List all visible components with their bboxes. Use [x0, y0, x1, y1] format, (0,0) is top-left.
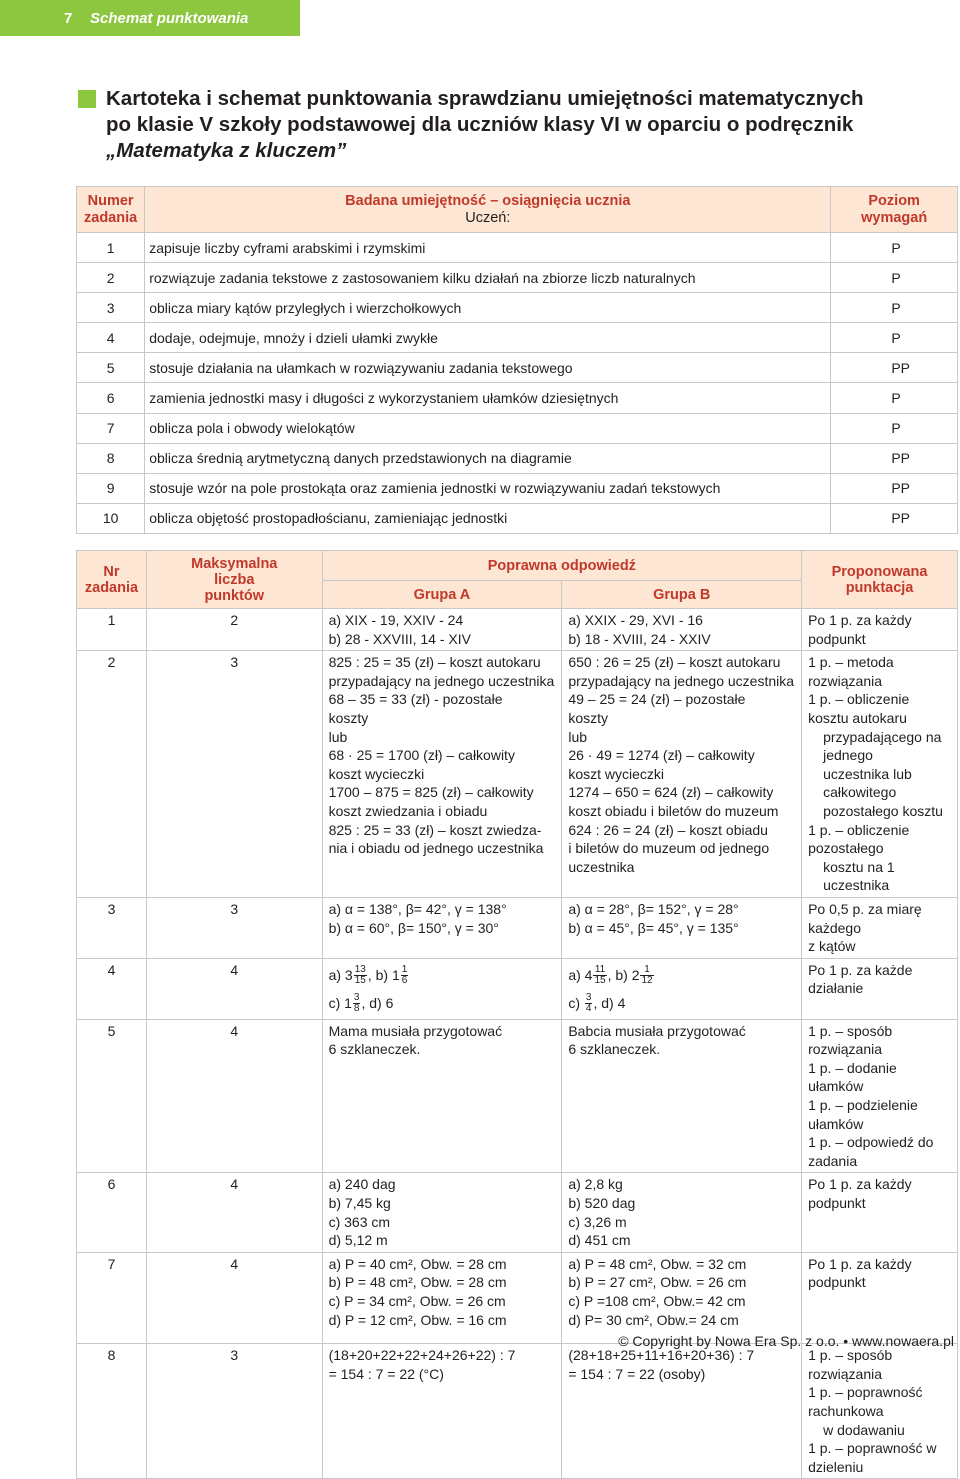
- table-row: 8 3 (18+20+22+22+24+26+22) : 7 = 154 : 7 = 22 (°C) (28+18+25+11+16+20+36) : 7 = 154 : 7 = 22 (osoby) 1 p. – sposób rozwiązania 1 p. – poprawność rachunkowa w dodawaniu 1 p. – poprawność w dzieleniu: [77, 1344, 958, 1479]
- table-row: 2 3 825 : 25 = 35 (zł) – koszt autokaru przypadający na jednego uczestnika 68 – 35 = 33 (zł) - pozostałe koszty lub 68 · 25 = 1700 (zł) – całkowity koszt wycieczki 1700 – 875 = 825 (zł) – całkowity koszt zwiedzania i obiadu 825 : 25 = 33 (zł) – koszt zwiedza- nia i obiadu od jednego uczestnika 650 : 26 = 25 (zł) – koszt autokaru przypadający na jednego uczestnika 49 – 25 = 24 (zł) – pozostałe koszty lub 26 · 49 = 1274 (zł) – całkowity koszt wycieczki 1274 – 650 = 624 (zł) – całkowity koszt obiadu i biletów do muzeum 624 : 26 = 24 (zł) – koszt obiadu i biletów do muzeum od jednego uczestnika 1 p. – metoda rozwiązania 1 p. – obliczenie kosztu autokaru przypadającego na jednego uczestnika lub całkowitego pozostałego kosztu 1 p. – obliczenie pozostałego kosztu na 1 uczestnika: [77, 651, 958, 898]
- cell-n: 5: [77, 353, 145, 383]
- header-poziom: Poziom wymagań: [831, 187, 958, 233]
- cell-skill: dodaje, odejmuje, mnoży i dzieli ułamki zwykłe: [145, 323, 831, 353]
- cell-n: 4: [77, 323, 145, 353]
- cell-n: 7: [77, 413, 145, 443]
- header-bar: [0, 0, 300, 36]
- title-line-2: po klasie V szkoły podstawowej dla uczniów klasy VI w oparciu o podręcznik: [106, 113, 854, 136]
- cell-skill: oblicza średnią arytmetyczną danych przedstawionych na diagramie: [145, 443, 831, 473]
- kartoteka-header-row: [77, 187, 958, 233]
- cell-skill: rozwiązuje zadania tekstowe z zastosowaniem kilku działań na zbiorze liczb naturalnych: [145, 263, 831, 293]
- cell-n: 1: [77, 233, 145, 263]
- cell-skill: oblicza miary kątów przyległych i wierzchołkowych: [145, 293, 831, 323]
- header-grupa-b: Grupa B: [562, 581, 802, 609]
- header-grupa-a: Grupa A: [322, 581, 562, 609]
- cell-level: P: [831, 233, 958, 263]
- table-row: 7 4 a) P = 40 cm², Obw. = 28 cm b) P = 48 cm², Obw. = 28 cm c) P = 34 cm², Obw. = 26 cm d) P = 12 cm², Obw. = 16 cm a) P = 48 cm², Obw. = 32 cm b) P = 27 cm², Obw. = 26 cm c) P =108 cm², Obw.= 42 cm d) P= 30 cm², Obw.= 24 cm Po 1 p. za każdy podpunkt: [77, 1252, 958, 1343]
- cell-skill: stosuje działania na ułamkach w rozwiązywaniu zadania tekstowego: [145, 353, 831, 383]
- cell-level: PP: [831, 443, 958, 473]
- table-row: [77, 383, 958, 413]
- page-number: 7: [64, 9, 73, 27]
- cell-level: P: [831, 293, 958, 323]
- table-row: [77, 473, 958, 503]
- cell-level: PP: [831, 353, 958, 383]
- cell-skill: oblicza pola i obwody wielokątów: [145, 413, 831, 443]
- table-row: 4 4 a) 3 $\frac{13}{15}$ , b) 1 $\frac{1}{6}$ c) 1 $\frac{3}{8}$ , d) 6 a) 4 $\frac{11}{15}$ , b) 2 $\frac{1}{12}$ c) $\frac{3}{4}$ , d) 4 Po 1 p. za każde działanie: [77, 958, 958, 1019]
- cell-n: 9: [77, 473, 145, 503]
- cell-level: P: [831, 263, 958, 293]
- document-title: [78, 86, 948, 164]
- title-line-3: „Matematyka z kluczem”: [106, 139, 347, 162]
- kartoteka-table: [76, 186, 958, 534]
- cell-level: P: [831, 383, 958, 413]
- cell-level: PP: [831, 503, 958, 533]
- table-row: 1 2 a) XIX - 19, XXIV - 24 b) 28 - XXVIII, 14 - XIV a) XXIX - 29, XVI - 16 b) 18 - XVIII, 24 - XXIV Po 1 p. za każdy podpunkt: [77, 609, 958, 651]
- header-nr-zadania: Nr zadania: [77, 551, 147, 609]
- table-row: [77, 263, 958, 293]
- cell-level: PP: [831, 473, 958, 503]
- header-umiejetnosc: Badana umiejętność – osiągnięcia ucznia Uczeń:: [145, 187, 831, 233]
- title-line-1: Kartoteka i schemat punktowania sprawdzianu umiejętności matematycznych: [106, 87, 864, 110]
- cell-n: 2: [77, 263, 145, 293]
- table-row: 5 4 Mama musiała przygotować 6 szklaneczek. Babcia musiała przygotować 6 szklaneczek. 1 p. – sposób rozwiązania 1 p. – dodanie ułamków 1 p. – podzielenie ułamków 1 p. – odpowiedź do zadania: [77, 1019, 958, 1173]
- cell-skill: stosuje wzór na pole prostokąta oraz zamienia jednostki w rozwiązywaniu zadań tekstowych: [145, 473, 831, 503]
- cell-skill: zamienia jednostki masy i długości z wykorzystaniem ułamków dziesiętnych: [145, 383, 831, 413]
- cell-n: 6: [77, 383, 145, 413]
- cell-n: 3: [77, 293, 145, 323]
- title-bullet-square: [78, 90, 96, 108]
- table-row: [77, 503, 958, 533]
- cell-n: 8: [77, 443, 145, 473]
- table-row: [77, 293, 958, 323]
- table-row: [77, 323, 958, 353]
- cell-level: P: [831, 413, 958, 443]
- header-max-punktow: Maksymalna liczba punktów: [146, 551, 322, 609]
- table-row: 6 4 a) 240 dag b) 7,45 kg c) 363 cm d) 5,12 m a) 2,8 kg b) 520 dag c) 3,26 m d) 451 cm Po 1 p. za każdy podpunkt: [77, 1173, 958, 1252]
- copyright-footer: © Copyright by Nowa Era Sp. z o.o. • www.nowaera.pl: [618, 1333, 954, 1349]
- header-poprawna-odpowiedz: Poprawna odpowiedź: [322, 551, 802, 581]
- table-row: 3 3 a) α = 138°, β= 42°, γ = 138° b) α = 60°, β= 150°, γ = 30° a) α = 28°, β= 152°, γ = 28° b) α = 45°, β= 45°, γ = 135° Po 0,5 p. za miarę każdego z kątów: [77, 897, 958, 958]
- table-row: [77, 233, 958, 263]
- cell-skill: zapisuje liczby cyframi arabskimi i rzymskimi: [145, 233, 831, 263]
- section-title: Schemat punktowania: [90, 9, 249, 27]
- table-row: [77, 413, 958, 443]
- header-numer: Numer zadania: [77, 187, 145, 233]
- cell-skill: oblicza objętość prostopadłościanu, zamieniając jednostki: [145, 503, 831, 533]
- table-row: [77, 443, 958, 473]
- header-punktacja: Proponowana punktacja: [802, 551, 958, 609]
- cell-level: P: [831, 323, 958, 353]
- table-row: [77, 353, 958, 383]
- cell-n: 10: [77, 503, 145, 533]
